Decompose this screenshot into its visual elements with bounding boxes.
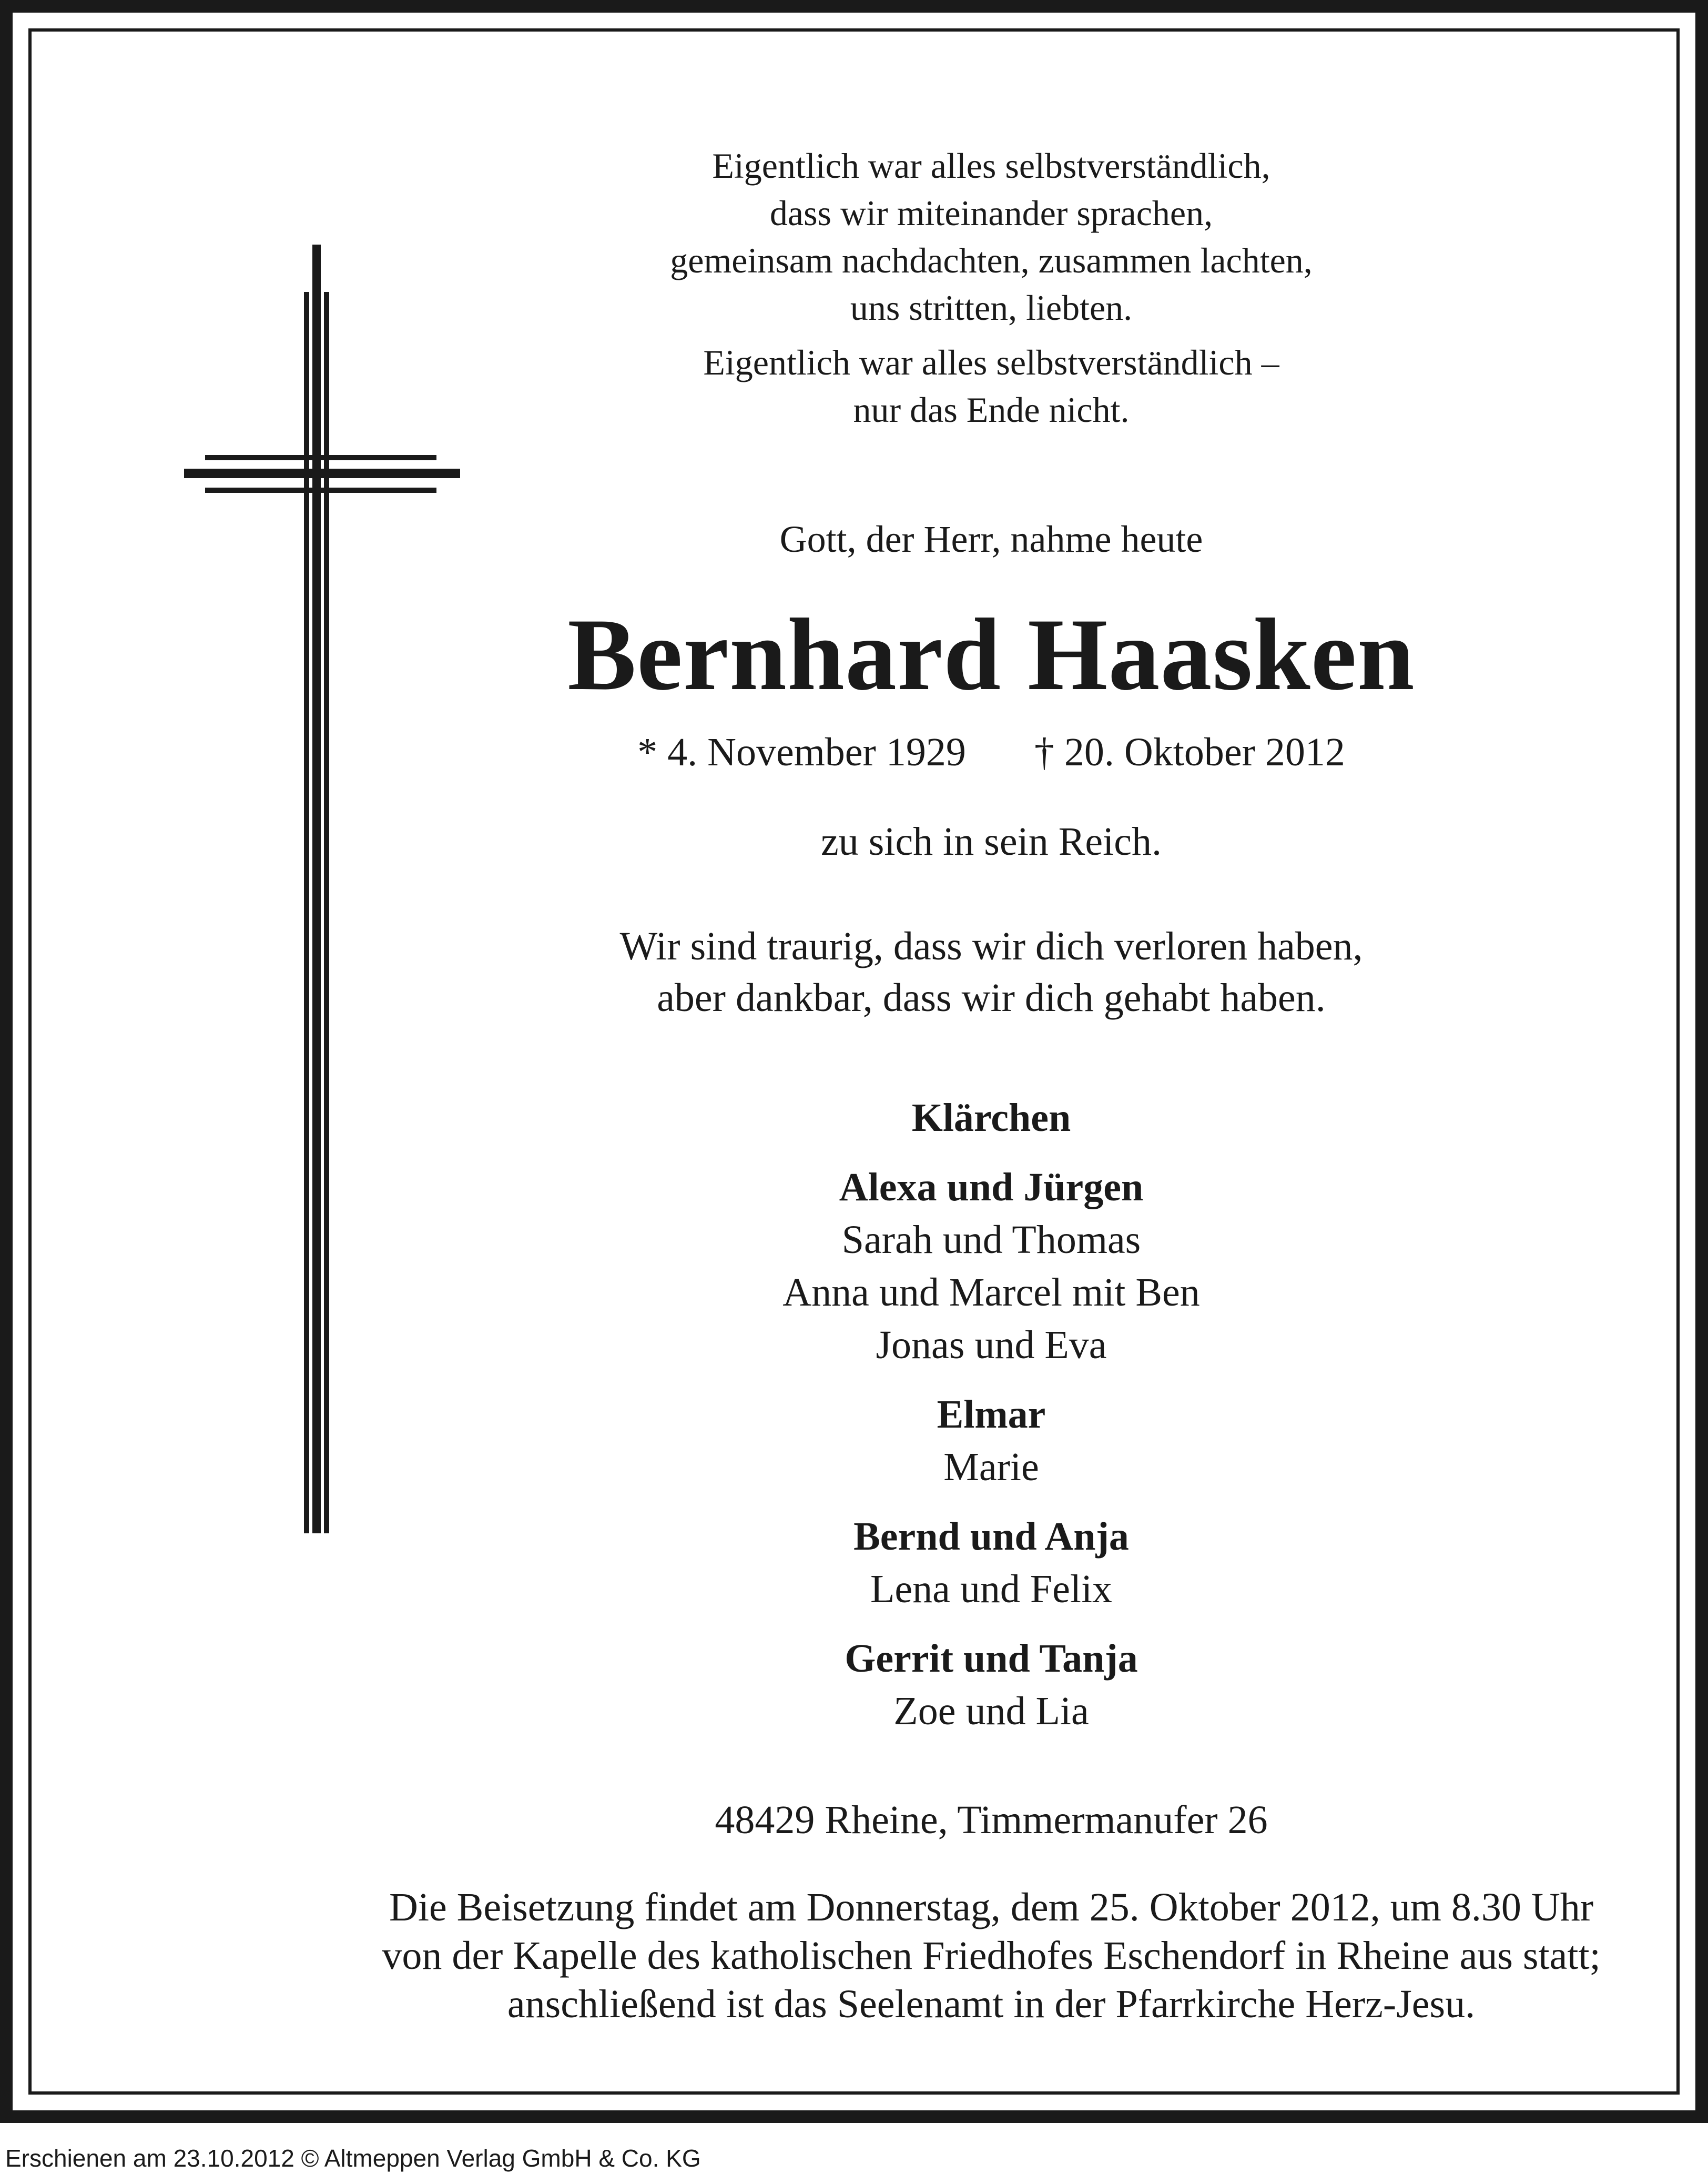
poem-gap xyxy=(379,331,1604,339)
notice-frame xyxy=(28,28,1680,2095)
poem-line: dass wir miteinander sprachen, xyxy=(769,193,1213,233)
verse-line: aber dankbar, dass wir dich gehabt haben. xyxy=(657,976,1326,1020)
family-group xyxy=(379,1388,1604,1493)
family-group xyxy=(379,1161,1604,1371)
poem-line: Eigentlich war alles selbstverständlich, xyxy=(712,146,1270,186)
funeral-line: anschließend ist das Seelenamt in der Pfarrkirche Herz-Jesu. xyxy=(507,1982,1476,2026)
family-head: Elmar xyxy=(937,1392,1046,1437)
address: 48429 Rheine, Timmermanufer 26 xyxy=(715,1798,1268,1842)
family-head: Gerrit und Tanja xyxy=(845,1636,1138,1681)
family-member: Sarah und Thomas xyxy=(841,1218,1141,1262)
family-member: Jonas und Eva xyxy=(876,1323,1107,1367)
family-member: Lena und Felix xyxy=(870,1567,1113,1611)
poem-line: Eigentlich war alles selbstverständlich – xyxy=(703,342,1279,382)
family-member: Zoe und Lia xyxy=(893,1689,1089,1733)
death-date: † 20. Oktober 2012 xyxy=(1034,730,1345,774)
family-group xyxy=(379,1091,1604,1144)
poem-line: uns stritten, liebten. xyxy=(850,288,1133,328)
deceased-name: Bernhard Haasken xyxy=(567,598,1415,712)
family-head: Alexa und Jürgen xyxy=(839,1165,1144,1209)
verse-line: Wir sind traurig, dass wir dich verloren haben, xyxy=(619,924,1363,968)
family-list xyxy=(379,1091,1604,1754)
life-dates xyxy=(379,726,1604,778)
intro-text: Gott, der Herr, nahme heute xyxy=(779,518,1203,560)
funeral-line: Die Beisetzung findet am Donnerstag, dem 25. Oktober 2012, um 8.30 Uhr xyxy=(389,1885,1594,1929)
family-member: Marie xyxy=(943,1445,1039,1489)
publication-footer: Erschienen am 23.10.2012 © Altmeppen Verlag GmbH & Co. KG xyxy=(5,2145,701,2172)
poem-line: gemeinsam nachdachten, zusammen lachten, xyxy=(670,240,1313,280)
closing-phrase: zu sich in sein Reich. xyxy=(821,820,1162,864)
funeral-line: von der Kapelle des katholischen Friedhofes Eschendorf in Rheine aus statt; xyxy=(382,1934,1601,1978)
poem-line: nur das Ende nicht. xyxy=(853,390,1130,430)
birth-date: * 4. November 1929 xyxy=(637,730,966,774)
mourning-verse xyxy=(379,921,1604,1024)
family-group xyxy=(379,1632,1604,1737)
family-head: Klärchen xyxy=(911,1096,1071,1140)
family-head: Bernd und Anja xyxy=(853,1514,1129,1559)
family-member: Anna und Marcel mit Ben xyxy=(782,1270,1200,1314)
poem xyxy=(379,142,1604,433)
family-group xyxy=(379,1510,1604,1615)
funeral-info xyxy=(379,1883,1604,2028)
